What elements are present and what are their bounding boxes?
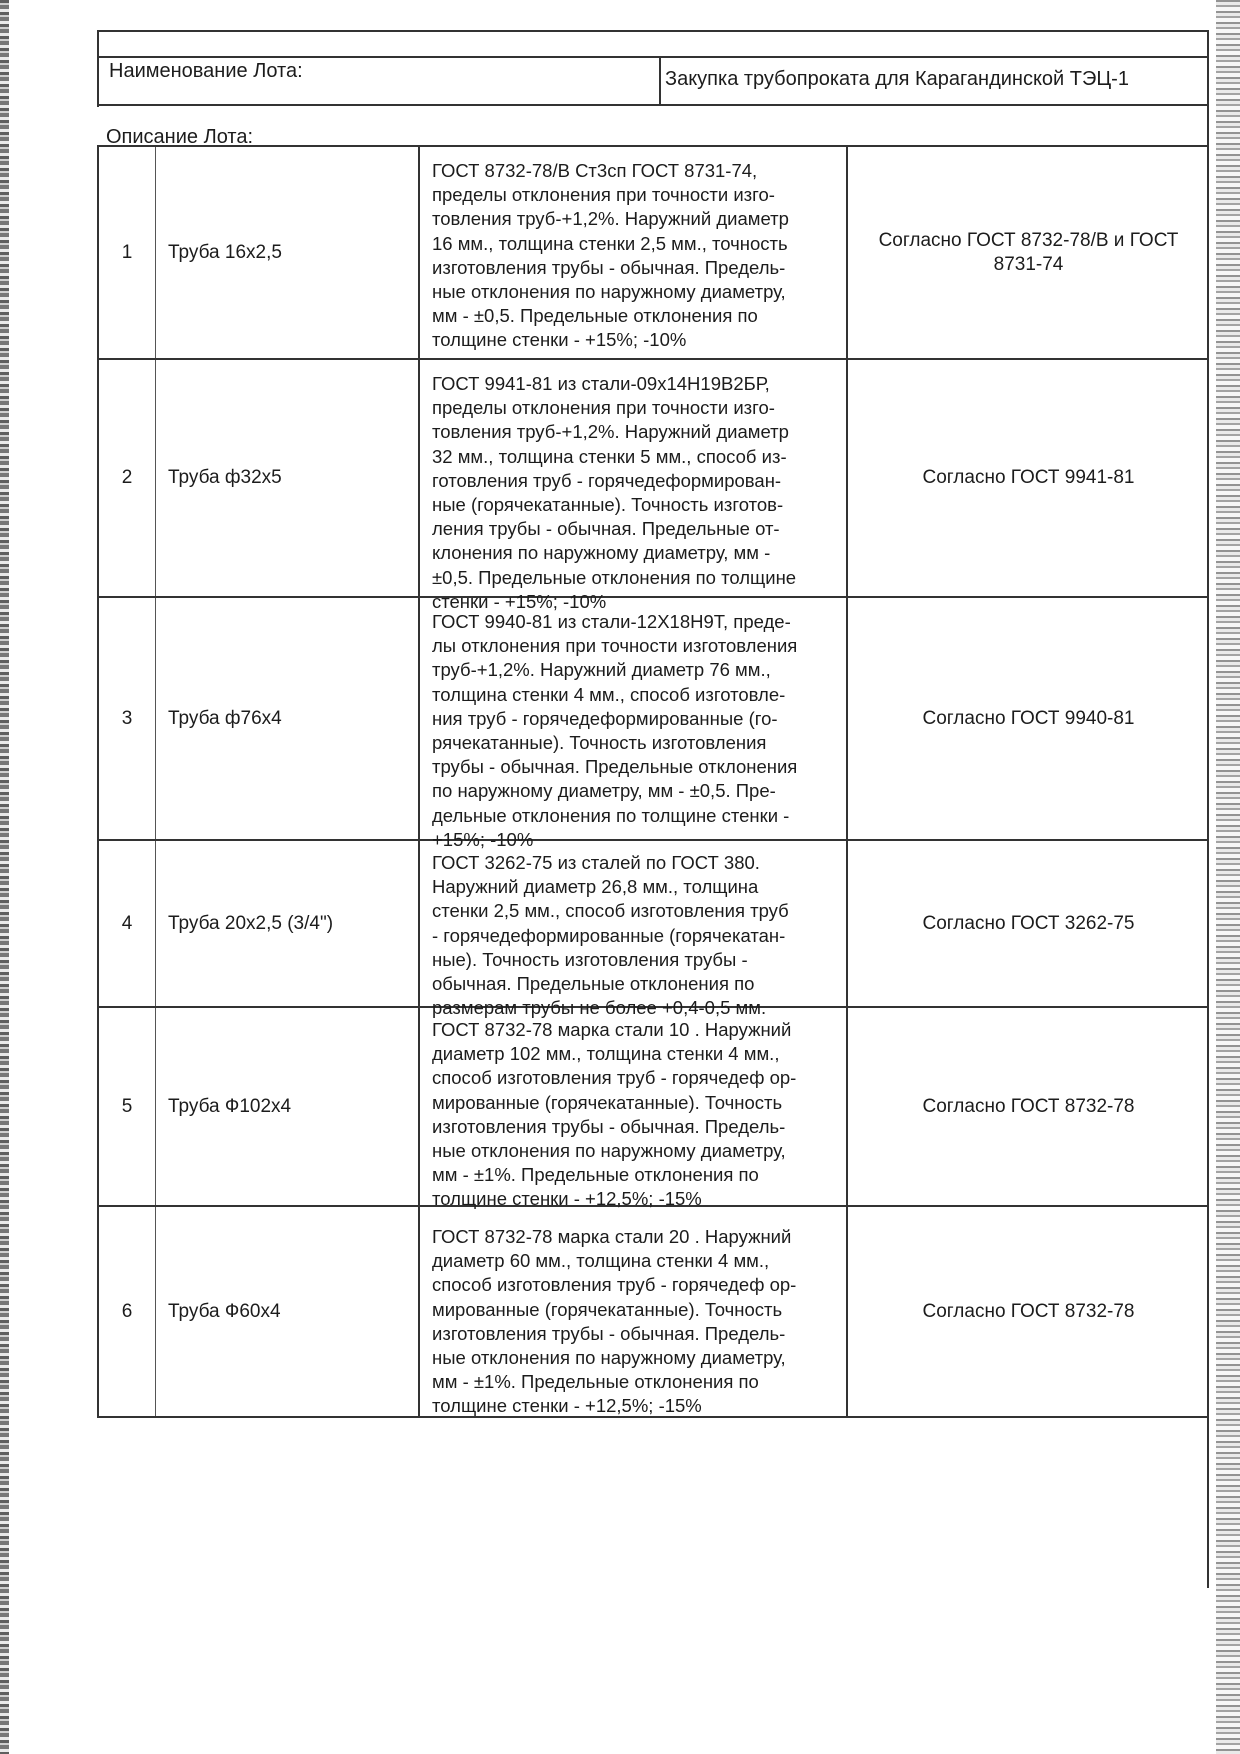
item-standard: Согласно ГОСТ 9940-81 xyxy=(922,707,1135,729)
specification-line: стенки - +15%; -10% xyxy=(432,590,607,612)
item-name: Труба Ф60х4 xyxy=(156,1207,420,1416)
lot-name-row xyxy=(97,56,1209,106)
specification-line: способ изготовления труб - горячедеф ор- xyxy=(432,1067,797,1089)
item-name: Труба Ф102х4 xyxy=(156,1008,420,1205)
item-number: 6 xyxy=(99,1207,156,1416)
specification-line: обычная. Предельные отклонения по xyxy=(432,973,755,995)
scan-edge-left xyxy=(0,0,9,1754)
specification-line: ГОСТ 3262-75 из сталей по ГОСТ 380. xyxy=(432,852,760,873)
item-name: Труба 16х2,5 xyxy=(156,147,420,358)
item-standard: Согласно ГОСТ 3262-75 xyxy=(922,912,1135,934)
header-divider xyxy=(659,58,661,104)
items-table xyxy=(97,145,1209,1418)
specification-line: ГОСТ 8732-78/В Ст3сп ГОСТ 8731-74, xyxy=(432,160,758,181)
specification-line: Наружний диаметр 26,8 мм., толщина xyxy=(432,876,759,898)
page-frame-top xyxy=(97,30,1209,32)
specification-line: 32 мм., толщина стенки 5 мм., способ из- xyxy=(432,445,787,467)
specification-line: ные отклонения по наружному диаметру, xyxy=(432,1140,786,1162)
specification-line: дельные отклонения по толщине стенки - xyxy=(432,804,790,826)
specification-line: ГОСТ 8732-78 марка стали 20 . Наружний xyxy=(432,1226,792,1247)
lot-name-value: Закупка трубопроката для Карагандинской ТЭЦ-1 xyxy=(665,68,1129,90)
specification-line: ные отклонения по наружному диаметру, xyxy=(432,1347,786,1369)
specification-line: ные). Точность изготовления трубы - xyxy=(432,948,748,970)
item-standard: Согласно ГОСТ 8732-78 xyxy=(922,1300,1135,1322)
specification-line: труб-+1,2%. Наружний диаметр 76 мм., xyxy=(432,659,771,681)
specification-line: толщине стенки - +15%; -10% xyxy=(432,329,687,351)
scan-edge-right xyxy=(1216,0,1240,1754)
specification-line: диаметр 60 мм., толщина стенки 4 мм., xyxy=(432,1250,770,1272)
specification-line: рячекатанные). Точность изготовления xyxy=(432,732,767,754)
specification-line: лы отклонения при точности изготовления xyxy=(432,635,798,657)
table-row xyxy=(99,1207,1209,1418)
specification-line: мированные (горячекатанные). Точность xyxy=(432,1091,783,1113)
item-number: 3 xyxy=(99,598,156,839)
item-specification xyxy=(420,1008,848,1210)
item-specification xyxy=(420,147,848,358)
specification-line: пределы отклонения при точности изго- xyxy=(432,397,775,419)
specification-line: мм - ±1%. Предельные отклонения по xyxy=(432,1164,759,1186)
specification-line: способ изготовления труб - горячедеф ор- xyxy=(432,1274,797,1296)
item-standard: Согласно ГОСТ 8732-78 xyxy=(922,1095,1135,1117)
specification-line: мм - ±1%. Предельные отклонения по xyxy=(432,1371,759,1393)
specification-line: толщине стенки - +12,5%; -15% xyxy=(432,1188,702,1210)
specification-line: ления трубы - обычная. Предельные от- xyxy=(432,518,780,540)
specification-line: стенки 2,5 мм., способ изготовления труб xyxy=(432,900,789,922)
specification-line: изготовления трубы - обычная. Предель- xyxy=(432,1322,786,1344)
table-row xyxy=(99,1008,1209,1210)
item-specification xyxy=(420,598,848,850)
specification-line: готовления труб - горячедеформирован- xyxy=(432,469,782,491)
specification-line: ные отклонения по наружному диаметру, xyxy=(432,281,786,303)
specification-line: мированные (горячекатанные). Точность xyxy=(432,1298,783,1320)
specification-line: пределы отклонения при точности изго- xyxy=(432,184,775,206)
item-number: 5 xyxy=(99,1008,156,1205)
specification-line: изготовления трубы - обычная. Предель- xyxy=(432,1115,786,1137)
item-name: Труба ф76х4 xyxy=(156,598,420,839)
specification-line: +15%; -10% xyxy=(432,828,534,850)
item-number: 2 xyxy=(99,360,156,596)
specification-line: товления труб-+1,2%. Наружний диаметр xyxy=(432,421,789,443)
specification-line: ±0,5. Предельные отклонения по толщине xyxy=(432,566,797,588)
item-name: Труба ф32х5 xyxy=(156,360,420,596)
specification-line: диаметр 102 мм., толщина стенки 4 мм., xyxy=(432,1043,780,1065)
specification-line: толщина стенки 4 мм., способ изготовле- xyxy=(432,683,786,705)
table-row xyxy=(99,841,1209,1019)
table-row xyxy=(99,598,1209,850)
table-row xyxy=(99,360,1209,612)
specification-line: ГОСТ 9941-81 из стали-09х14Н19В2БР, xyxy=(432,373,770,394)
specification-line: ные (горячекатанные). Точность изготов- xyxy=(432,494,784,516)
specification-line: ГОСТ 8732-78 марка стали 10 . Наружний xyxy=(432,1019,792,1040)
specification-line: размерам трубы не более +0,4-0,5 мм. xyxy=(432,997,767,1019)
item-number: 4 xyxy=(99,841,156,1006)
table-row xyxy=(99,147,1209,360)
specification-line: ния труб - горячедеформированные (го- xyxy=(432,707,778,729)
specification-line: клонения по наружному диаметру, мм - xyxy=(432,542,771,564)
specification-line: ГОСТ 9940-81 из стали-12Х18Н9Т, преде- xyxy=(432,611,791,632)
item-specification xyxy=(420,1207,848,1416)
item-number: 1 xyxy=(99,147,156,358)
specification-line: толщине стенки - +12,5%; -15% xyxy=(432,1395,702,1417)
specification-line: - горячедеформированные (горячекатан- xyxy=(432,924,786,946)
item-name: Труба 20х2,5 (3/4") xyxy=(156,841,420,1006)
lot-description-label: Описание Лота: xyxy=(106,126,254,148)
specification-line: по наружному диаметру, мм - ±0,5. Пре- xyxy=(432,780,776,802)
specification-line: товления труб-+1,2%. Наружний диаметр xyxy=(432,208,789,230)
lot-name-label: Наименование Лота: xyxy=(109,60,303,82)
specification-line: мм - ±0,5. Предельные отклонения по xyxy=(432,305,758,327)
specification-line: трубы - обычная. Предельные отклонения xyxy=(432,756,798,778)
item-specification xyxy=(420,360,848,612)
specification-line: 16 мм., толщина стенки 2,5 мм., точность xyxy=(432,232,788,254)
item-specification xyxy=(420,841,848,1019)
item-standard: Согласно ГОСТ 9941-81 xyxy=(922,467,1135,488)
item-standard: Согласно ГОСТ 8732-78/В и ГОСТ 8731-74 xyxy=(878,229,1179,275)
specification-line: изготовления трубы - обычная. Предель- xyxy=(432,256,786,278)
